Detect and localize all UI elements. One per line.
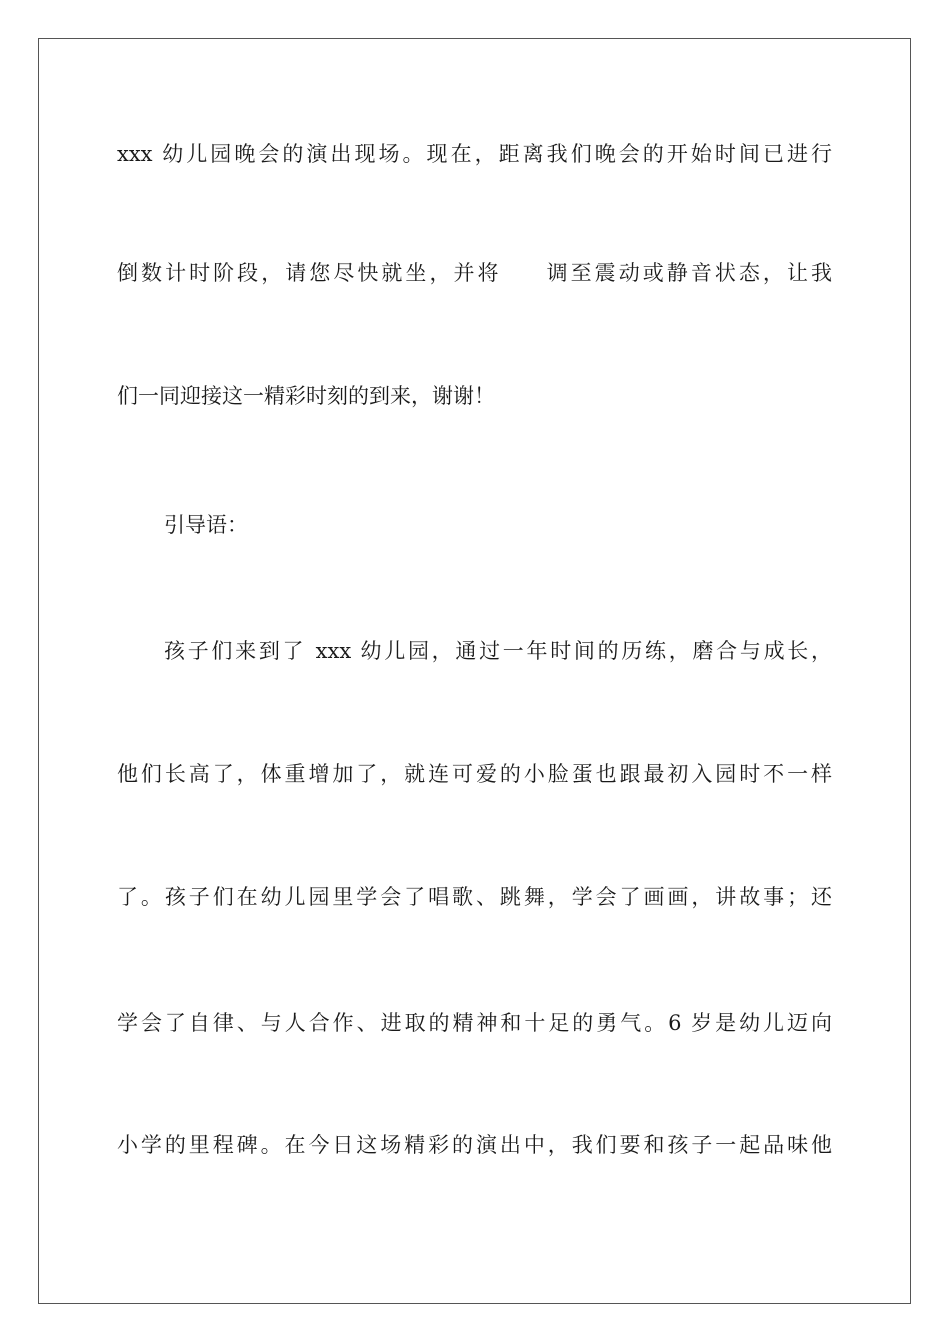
- text-line-9: 小学的里程碑。在今日这场精彩的演出中，我们要和孩子一起品味他: [117, 1133, 832, 1157]
- text-line-1: xxx 幼儿园晚会的演出现场。现在，距离我们晚会的开始时间已进行: [117, 142, 832, 166]
- text-line-2-part-1: 倒数计时阶段，请您尽快就坐，并将: [117, 261, 502, 285]
- section-heading: 引导语：: [164, 513, 248, 537]
- text-line-5: 孩子们来到了 xxx 幼儿园，通过一年时间的历练，磨合与成长，: [164, 639, 832, 663]
- text-line-8: 学会了自律、与人合作、进取的精神和十足的勇气。6 岁是幼儿迈向: [117, 1011, 832, 1035]
- page-border: [38, 38, 911, 1304]
- text-line-3: 们一同迎接这一精彩时刻的到来，谢谢！: [117, 384, 495, 408]
- text-line-6: 他们长高了，体重增加了，就连可爱的小脸蛋也跟最初入园时不一样: [117, 762, 832, 786]
- text-line-7: 了。孩子们在幼儿园里学会了唱歌、跳舞，学会了画画，讲故事；还: [117, 885, 832, 909]
- text-line-2-part-2: 调至震动或静音状态，让我: [543, 261, 833, 285]
- text-line-2: [117, 258, 832, 288]
